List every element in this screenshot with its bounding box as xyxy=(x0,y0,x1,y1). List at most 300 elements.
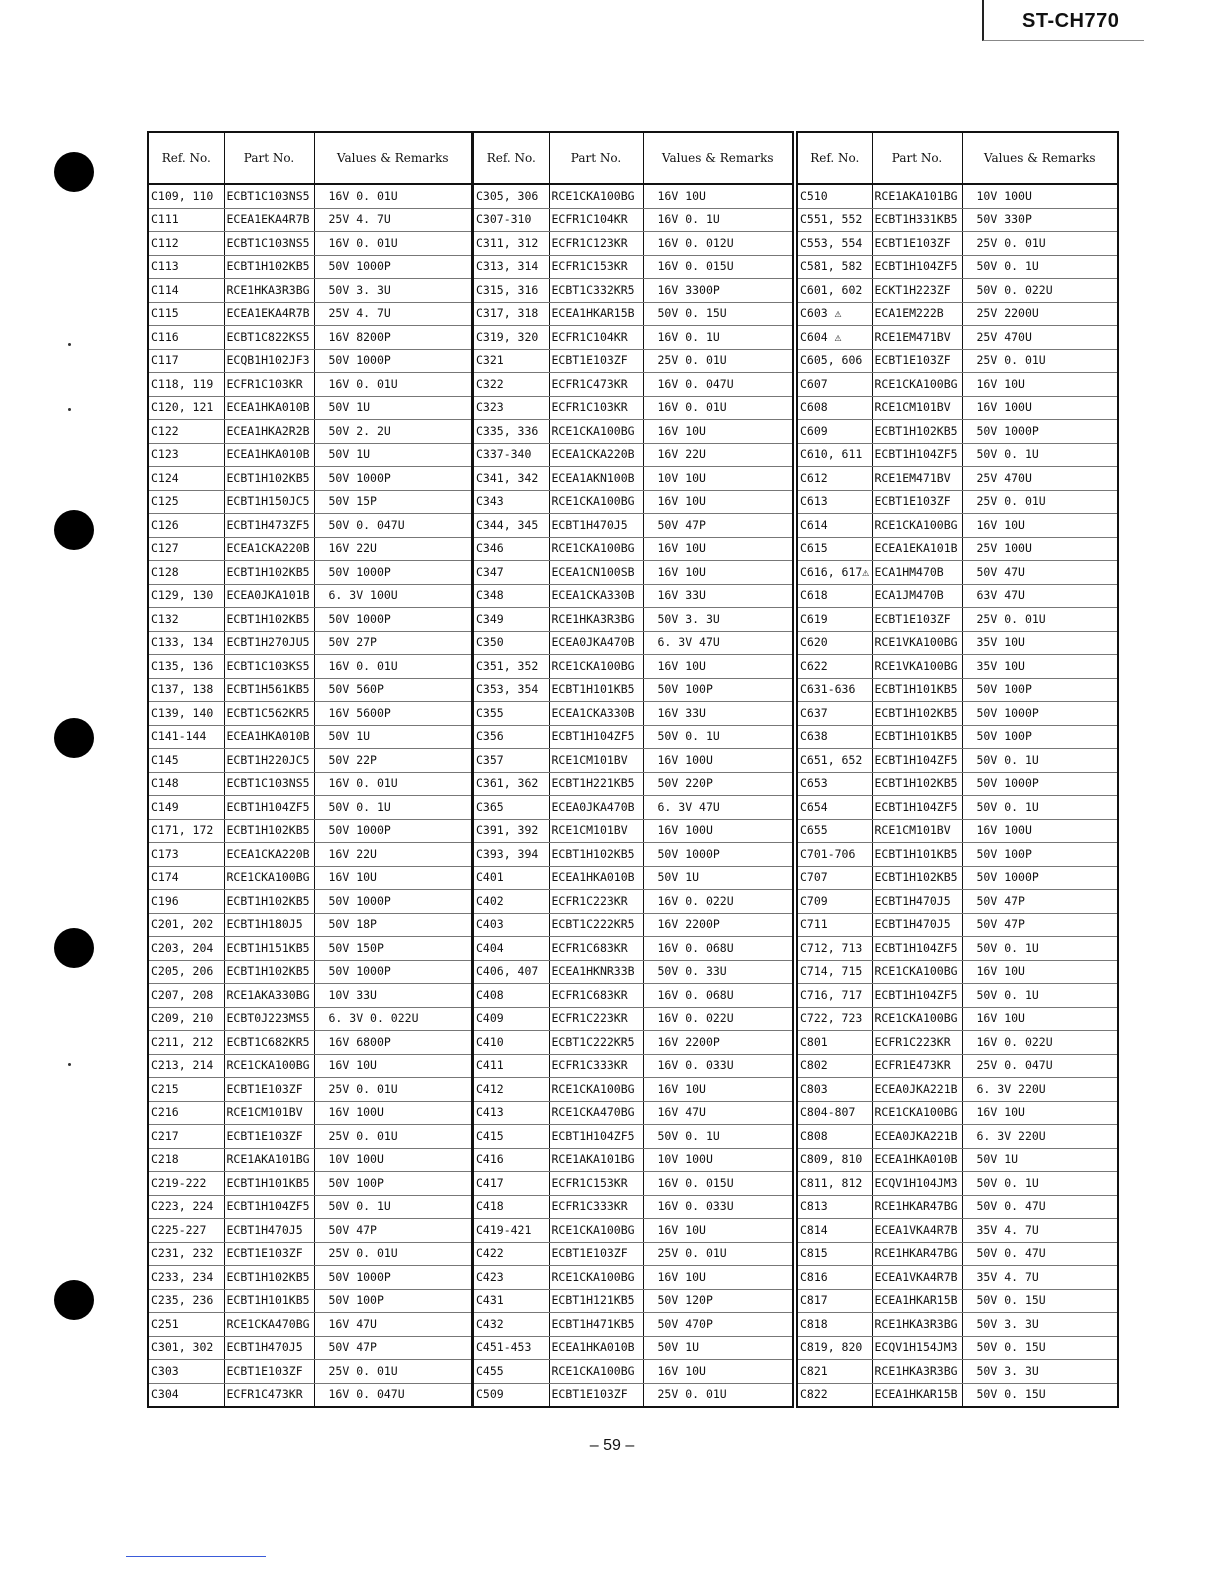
part-no-cell: RCE1CKA100BG xyxy=(224,1054,314,1078)
values-cell: 50V 1000P xyxy=(962,866,1118,890)
values-cell: 16V 33U xyxy=(643,702,793,726)
values-cell: 50V 1000P xyxy=(962,702,1118,726)
ref-no-cell: C145 xyxy=(148,749,224,773)
values-cell: 35V 10U xyxy=(962,655,1118,679)
part-no-cell: RCE1CKA100BG xyxy=(549,1360,643,1384)
values-cell: 16V 0. 022U xyxy=(962,1031,1118,1055)
table-row xyxy=(797,373,1118,397)
part-no-cell: ECFR1C123KR xyxy=(549,232,643,256)
ref-no-cell: C403 xyxy=(473,913,549,937)
table-row xyxy=(797,937,1118,961)
ref-no-cell: C114 xyxy=(148,279,224,303)
ref-no-cell: C148 xyxy=(148,772,224,796)
values-cell: 25V 0. 01U xyxy=(643,349,793,373)
values-cell: 16V 33U xyxy=(643,584,793,608)
values-cell: 16V 0. 01U xyxy=(314,184,472,208)
ref-no-cell: C215 xyxy=(148,1078,224,1102)
table-row xyxy=(473,373,793,397)
table-row xyxy=(473,584,793,608)
values-cell: 50V 1U xyxy=(643,1336,793,1360)
table-row xyxy=(148,890,472,914)
part-no-cell: ECBT1H470J5 xyxy=(549,514,643,538)
values-cell: 16V 0. 033U xyxy=(643,1054,793,1078)
ref-no-cell: C613 xyxy=(797,490,872,514)
values-cell: 50V 220P xyxy=(643,772,793,796)
part-no-cell: ECFR1C103KR xyxy=(224,373,314,397)
binder-hole xyxy=(54,928,94,968)
table-row xyxy=(797,631,1118,655)
values-cell: 35V 4. 7U xyxy=(962,1266,1118,1290)
table-row xyxy=(148,1219,472,1243)
ref-no-cell: C322 xyxy=(473,373,549,397)
table-row xyxy=(148,349,472,373)
values-cell: 16V 0. 015U xyxy=(643,255,793,279)
values-cell: 16V 10U xyxy=(962,1101,1118,1125)
table-row xyxy=(797,208,1118,232)
part-no-cell: ECBT1E103ZF xyxy=(549,349,643,373)
values-cell: 50V 47U xyxy=(962,561,1118,585)
ref-no-cell: C637 xyxy=(797,702,872,726)
ref-no-cell: C607 xyxy=(797,373,872,397)
part-no-cell: ECBT1H121KB5 xyxy=(549,1289,643,1313)
values-cell: 16V 0. 012U xyxy=(643,232,793,256)
ref-no-cell: C139, 140 xyxy=(148,702,224,726)
part-no-cell: RCE1CKA100BG xyxy=(872,1007,962,1031)
ref-no-cell: C319, 320 xyxy=(473,326,549,350)
part-no-cell: ECEA1VKA4R7B xyxy=(872,1219,962,1243)
table-row xyxy=(473,255,793,279)
ref-no-cell: C402 xyxy=(473,890,549,914)
table-row xyxy=(473,561,793,585)
col-header-part: Part No. xyxy=(872,132,962,184)
part-no-cell: ECA1HM470B xyxy=(872,561,962,585)
values-cell: 50V 0. 1U xyxy=(962,255,1118,279)
table-row xyxy=(148,1172,472,1196)
table-row xyxy=(797,1219,1118,1243)
part-no-cell: ECFR1C153KR xyxy=(549,255,643,279)
table-row xyxy=(473,678,793,702)
table-row xyxy=(797,1054,1118,1078)
ref-no-cell: C135, 136 xyxy=(148,655,224,679)
table-row xyxy=(148,1360,472,1384)
table-row xyxy=(148,1125,472,1149)
part-no-cell: RCE1CKA100BG xyxy=(549,1266,643,1290)
binder-hole xyxy=(54,718,94,758)
part-no-cell: ECBT1C103NS5 xyxy=(224,772,314,796)
values-cell: 50V 0. 1U xyxy=(962,937,1118,961)
ref-no-cell: C120, 121 xyxy=(148,396,224,420)
ref-no-cell: C337-340 xyxy=(473,443,549,467)
ref-no-cell: C417 xyxy=(473,1172,549,1196)
ref-no-cell: C304 xyxy=(148,1383,224,1407)
ref-no-cell: C815 xyxy=(797,1242,872,1266)
ref-no-cell: C149 xyxy=(148,796,224,820)
ref-no-cell: C344, 345 xyxy=(473,514,549,538)
part-no-cell: ECBT1H102KB5 xyxy=(224,960,314,984)
table-row xyxy=(797,1031,1118,1055)
ref-no-cell: C616, 617⚠ xyxy=(797,561,872,585)
part-no-cell: RCE1CKA470BG xyxy=(224,1313,314,1337)
values-cell: 50V 100P xyxy=(962,725,1118,749)
values-cell: 50V 1000P xyxy=(314,561,472,585)
ref-no-cell: C653 xyxy=(797,772,872,796)
values-cell: 50V 0. 15U xyxy=(962,1336,1118,1360)
values-cell: 16V 2200P xyxy=(643,1031,793,1055)
values-cell: 25V 470U xyxy=(962,467,1118,491)
table-row xyxy=(473,1031,793,1055)
table-row xyxy=(473,420,793,444)
ref-no-cell: C251 xyxy=(148,1313,224,1337)
values-cell: 16V 10U xyxy=(643,1360,793,1384)
ref-no-cell: C201, 202 xyxy=(148,913,224,937)
table-row xyxy=(473,1360,793,1384)
values-cell: 50V 1U xyxy=(962,1148,1118,1172)
ref-no-cell: C205, 206 xyxy=(148,960,224,984)
part-no-cell: ECBT1E103ZF xyxy=(549,1242,643,1266)
table-row xyxy=(797,749,1118,773)
part-no-cell: ECBT1C222KR5 xyxy=(549,913,643,937)
ref-no-cell: C124 xyxy=(148,467,224,491)
ref-no-cell: C349 xyxy=(473,608,549,632)
ref-no-cell: C346 xyxy=(473,537,549,561)
values-cell: 50V 150P xyxy=(314,937,472,961)
part-no-cell: ECBT1H150JC5 xyxy=(224,490,314,514)
values-cell: 16V 0. 1U xyxy=(643,208,793,232)
table-row xyxy=(473,1007,793,1031)
ref-no-cell: C323 xyxy=(473,396,549,420)
ref-no-cell: C601, 602 xyxy=(797,279,872,303)
part-no-cell: ECBT1H470J5 xyxy=(872,913,962,937)
table-row xyxy=(148,561,472,585)
table-row xyxy=(473,1219,793,1243)
values-cell: 16V 0. 1U xyxy=(643,326,793,350)
part-no-cell: ECBT1H102KB5 xyxy=(549,843,643,867)
ref-no-cell: C218 xyxy=(148,1148,224,1172)
table-row xyxy=(148,326,472,350)
ref-no-cell: C604 ⚠ xyxy=(797,326,872,350)
table-row xyxy=(148,608,472,632)
part-no-cell: RCE1EM471BV xyxy=(872,326,962,350)
ref-no-cell: C804-807 xyxy=(797,1101,872,1125)
ref-no-cell: C128 xyxy=(148,561,224,585)
values-cell: 50V 47P xyxy=(962,913,1118,937)
ref-no-cell: C814 xyxy=(797,1219,872,1243)
table-row xyxy=(797,890,1118,914)
part-no-cell: ECBT1C103NS5 xyxy=(224,184,314,208)
values-cell: 50V 0. 15U xyxy=(962,1383,1118,1407)
part-no-cell: ECEA0JKA470B xyxy=(549,796,643,820)
table-row xyxy=(148,302,472,326)
ref-no-cell: C347 xyxy=(473,561,549,585)
part-no-cell: ECBT1H471KB5 xyxy=(549,1313,643,1337)
values-cell: 50V 47P xyxy=(643,514,793,538)
part-no-cell: ECEA1EKA101B xyxy=(872,537,962,561)
ref-no-cell: C701-706 xyxy=(797,843,872,867)
part-no-cell: RCE1CKA100BG xyxy=(872,514,962,538)
part-no-cell: ECEA1HKAR15B xyxy=(872,1383,962,1407)
ref-no-cell: C129, 130 xyxy=(148,584,224,608)
values-cell: 16V 47U xyxy=(643,1101,793,1125)
part-no-cell: ECBT1H104ZF5 xyxy=(549,1125,643,1149)
ref-no-cell: C211, 212 xyxy=(148,1031,224,1055)
table-row xyxy=(473,443,793,467)
table-row xyxy=(473,1266,793,1290)
part-no-cell: ECFR1C104KR xyxy=(549,208,643,232)
part-no-cell: ECBT1H102KB5 xyxy=(872,772,962,796)
part-no-cell: ECFR1C223KR xyxy=(549,1007,643,1031)
table-row xyxy=(473,702,793,726)
part-no-cell: RCE1CKA100BG xyxy=(224,866,314,890)
values-cell: 6. 3V 47U xyxy=(643,631,793,655)
part-no-cell: RCE1CM101BV xyxy=(549,749,643,773)
ref-no-cell: C581, 582 xyxy=(797,255,872,279)
table-row xyxy=(148,984,472,1008)
values-cell: 16V 10U xyxy=(643,184,793,208)
part-no-cell: RCE1HKA3R3BG xyxy=(872,1313,962,1337)
table-row xyxy=(473,302,793,326)
table-row xyxy=(148,1383,472,1407)
values-cell: 50V 1000P xyxy=(314,1266,472,1290)
values-cell: 16V 100U xyxy=(962,396,1118,420)
ref-no-cell: C137, 138 xyxy=(148,678,224,702)
ref-no-cell: C123 xyxy=(148,443,224,467)
values-cell: 16V 10U xyxy=(314,1054,472,1078)
part-no-cell: ECEA1VKA4R7B xyxy=(872,1266,962,1290)
part-no-cell: ECBT1H104ZF5 xyxy=(224,1195,314,1219)
values-cell: 50V 0. 1U xyxy=(314,1195,472,1219)
part-no-cell: RCE1CKA100BG xyxy=(549,420,643,444)
part-no-cell: ECBT1H180J5 xyxy=(224,913,314,937)
values-cell: 25V 0. 01U xyxy=(314,1078,472,1102)
scan-dot xyxy=(68,408,71,411)
table-row xyxy=(148,584,472,608)
ref-no-cell: C196 xyxy=(148,890,224,914)
values-cell: 25V 4. 7U xyxy=(314,302,472,326)
ref-no-cell: C803 xyxy=(797,1078,872,1102)
ref-no-cell: C811, 812 xyxy=(797,1172,872,1196)
table-row xyxy=(473,866,793,890)
ref-no-cell: C141-144 xyxy=(148,725,224,749)
table-row xyxy=(797,255,1118,279)
values-cell: 16V 22U xyxy=(314,537,472,561)
table-row xyxy=(797,1007,1118,1031)
table-row xyxy=(797,1101,1118,1125)
table-row xyxy=(797,843,1118,867)
part-no-cell: ECBT1H101KB5 xyxy=(872,678,962,702)
ref-no-cell: C401 xyxy=(473,866,549,890)
ref-no-cell: C619 xyxy=(797,608,872,632)
part-no-cell: ECBT1H102KB5 xyxy=(224,255,314,279)
part-no-cell: RCE1VKA100BG xyxy=(872,655,962,679)
ref-no-cell: C365 xyxy=(473,796,549,820)
part-no-cell: ECBT1E103ZF xyxy=(224,1078,314,1102)
part-no-cell: ECBT1H102KB5 xyxy=(224,890,314,914)
values-cell: 16V 0. 068U xyxy=(643,937,793,961)
values-cell: 50V 3. 3U xyxy=(962,1360,1118,1384)
table-row xyxy=(797,443,1118,467)
ref-no-cell: C109, 110 xyxy=(148,184,224,208)
table-row xyxy=(473,1242,793,1266)
table-row xyxy=(797,279,1118,303)
table-row xyxy=(473,819,793,843)
values-cell: 10V 100U xyxy=(643,1148,793,1172)
values-cell: 16V 10U xyxy=(962,960,1118,984)
table-row xyxy=(473,1313,793,1337)
table-row xyxy=(473,467,793,491)
values-cell: 6. 3V 0. 022U xyxy=(314,1007,472,1031)
values-cell: 16V 0. 047U xyxy=(314,1383,472,1407)
part-no-cell: RCE1HKA3R3BG xyxy=(872,1360,962,1384)
ref-no-cell: C217 xyxy=(148,1125,224,1149)
table-row xyxy=(148,631,472,655)
values-cell: 10V 100U xyxy=(314,1148,472,1172)
table-row xyxy=(797,1360,1118,1384)
table-row xyxy=(473,1148,793,1172)
ref-no-cell: C408 xyxy=(473,984,549,1008)
ref-no-cell: C654 xyxy=(797,796,872,820)
values-cell: 35V 4. 7U xyxy=(962,1219,1118,1243)
part-no-cell: ECFR1C333KR xyxy=(549,1054,643,1078)
part-no-cell: ECEA1HKA010B xyxy=(872,1148,962,1172)
ref-no-cell: C361, 362 xyxy=(473,772,549,796)
part-no-cell: ECFR1C223KR xyxy=(549,890,643,914)
values-cell: 6. 3V 220U xyxy=(962,1078,1118,1102)
ref-no-cell: C813 xyxy=(797,1195,872,1219)
values-cell: 50V 0. 1U xyxy=(962,443,1118,467)
col-header-ref: Ref. No. xyxy=(148,132,224,184)
values-cell: 50V 0. 1U xyxy=(643,1125,793,1149)
values-cell: 50V 1000P xyxy=(962,420,1118,444)
ref-no-cell: C603 ⚠ xyxy=(797,302,872,326)
values-cell: 50V 1000P xyxy=(314,890,472,914)
table-row xyxy=(148,678,472,702)
values-cell: 16V 0. 015U xyxy=(643,1172,793,1196)
table-row xyxy=(148,1313,472,1337)
table-row xyxy=(797,1172,1118,1196)
ref-no-cell: C117 xyxy=(148,349,224,373)
table-row xyxy=(797,725,1118,749)
binder-hole xyxy=(54,510,94,550)
ref-no-cell: C307-310 xyxy=(473,208,549,232)
ref-no-cell: C203, 204 xyxy=(148,937,224,961)
ref-no-cell: C802 xyxy=(797,1054,872,1078)
values-cell: 50V 100P xyxy=(643,678,793,702)
values-cell: 16V 47U xyxy=(314,1313,472,1337)
table-row xyxy=(473,1336,793,1360)
table-row xyxy=(148,1148,472,1172)
model-number: ST-CH770 xyxy=(1022,10,1120,32)
part-no-cell: RCE1CKA100BG xyxy=(549,184,643,208)
part-no-cell: RCE1CKA100BG xyxy=(872,1101,962,1125)
part-no-cell: RCE1AKA330BG xyxy=(224,984,314,1008)
values-cell: 63V 47U xyxy=(962,584,1118,608)
table-row xyxy=(797,490,1118,514)
ref-no-cell: C451-453 xyxy=(473,1336,549,1360)
values-cell: 50V 1000P xyxy=(314,819,472,843)
part-no-cell: ECFR1C683KR xyxy=(549,937,643,961)
values-cell: 25V 4. 7U xyxy=(314,208,472,232)
part-no-cell: RCE1HKAR47BG xyxy=(872,1242,962,1266)
ref-no-cell: C231, 232 xyxy=(148,1242,224,1266)
table-row xyxy=(797,1078,1118,1102)
table-row xyxy=(473,537,793,561)
table-row xyxy=(473,326,793,350)
ref-no-cell: C618 xyxy=(797,584,872,608)
part-no-cell: ECA1EM222B xyxy=(872,302,962,326)
table-row xyxy=(473,631,793,655)
part-no-cell: RCE1CKA470BG xyxy=(549,1101,643,1125)
table-row xyxy=(148,184,472,208)
part-no-cell: ECBT1H101KB5 xyxy=(224,1172,314,1196)
values-cell: 16V 10U xyxy=(643,1219,793,1243)
ref-no-cell: C313, 314 xyxy=(473,255,549,279)
table-row xyxy=(797,561,1118,585)
part-no-cell: RCE1CKA100BG xyxy=(549,1078,643,1102)
table-row xyxy=(148,208,472,232)
table-row xyxy=(473,608,793,632)
table-row xyxy=(797,184,1118,208)
table-row xyxy=(148,655,472,679)
ref-no-cell: C341, 342 xyxy=(473,467,549,491)
ref-no-cell: C207, 208 xyxy=(148,984,224,1008)
table-row xyxy=(797,1148,1118,1172)
table-row xyxy=(473,772,793,796)
ref-no-cell: C432 xyxy=(473,1313,549,1337)
ref-no-cell: C356 xyxy=(473,725,549,749)
ref-no-cell: C171, 172 xyxy=(148,819,224,843)
ref-no-cell: C714, 715 xyxy=(797,960,872,984)
values-cell: 50V 27P xyxy=(314,631,472,655)
part-no-cell: ECEA1CKA220B xyxy=(224,537,314,561)
values-cell: 50V 47P xyxy=(314,1219,472,1243)
values-cell: 16V 5600P xyxy=(314,702,472,726)
part-no-cell: ECBT1H220JC5 xyxy=(224,749,314,773)
ref-no-cell: C174 xyxy=(148,866,224,890)
table-row xyxy=(473,1289,793,1313)
part-no-cell: RCE1CKA100BG xyxy=(549,1219,643,1243)
ref-no-cell: C350 xyxy=(473,631,549,655)
values-cell: 25V 0. 01U xyxy=(962,232,1118,256)
values-cell: 50V 0. 1U xyxy=(962,796,1118,820)
ref-no-cell: C122 xyxy=(148,420,224,444)
ref-no-cell: C651, 652 xyxy=(797,749,872,773)
table-row xyxy=(797,796,1118,820)
part-no-cell: ECBT1H101KB5 xyxy=(224,1289,314,1313)
table-row xyxy=(797,396,1118,420)
part-no-cell: ECEA0JKA221B xyxy=(872,1125,962,1149)
ref-no-cell: C620 xyxy=(797,631,872,655)
part-no-cell: ECEA1HKAR15B xyxy=(549,302,643,326)
values-cell: 50V 0. 15U xyxy=(643,302,793,326)
col-header-part: Part No. xyxy=(224,132,314,184)
values-cell: 50V 1000P xyxy=(314,467,472,491)
table-row xyxy=(148,1007,472,1031)
values-cell: 16V 100U xyxy=(962,819,1118,843)
values-cell: 16V 10U xyxy=(643,1078,793,1102)
table-row xyxy=(148,279,472,303)
table-row xyxy=(148,1289,472,1313)
part-no-cell: ECEA1CKA330B xyxy=(549,584,643,608)
values-cell: 50V 3. 3U xyxy=(314,279,472,303)
binder-hole xyxy=(54,1280,94,1320)
table-row xyxy=(473,184,793,208)
table-row xyxy=(148,702,472,726)
table-row xyxy=(148,420,472,444)
values-cell: 10V 100U xyxy=(962,184,1118,208)
table-row xyxy=(148,960,472,984)
ref-no-cell: C655 xyxy=(797,819,872,843)
values-cell: 50V 47P xyxy=(314,1336,472,1360)
